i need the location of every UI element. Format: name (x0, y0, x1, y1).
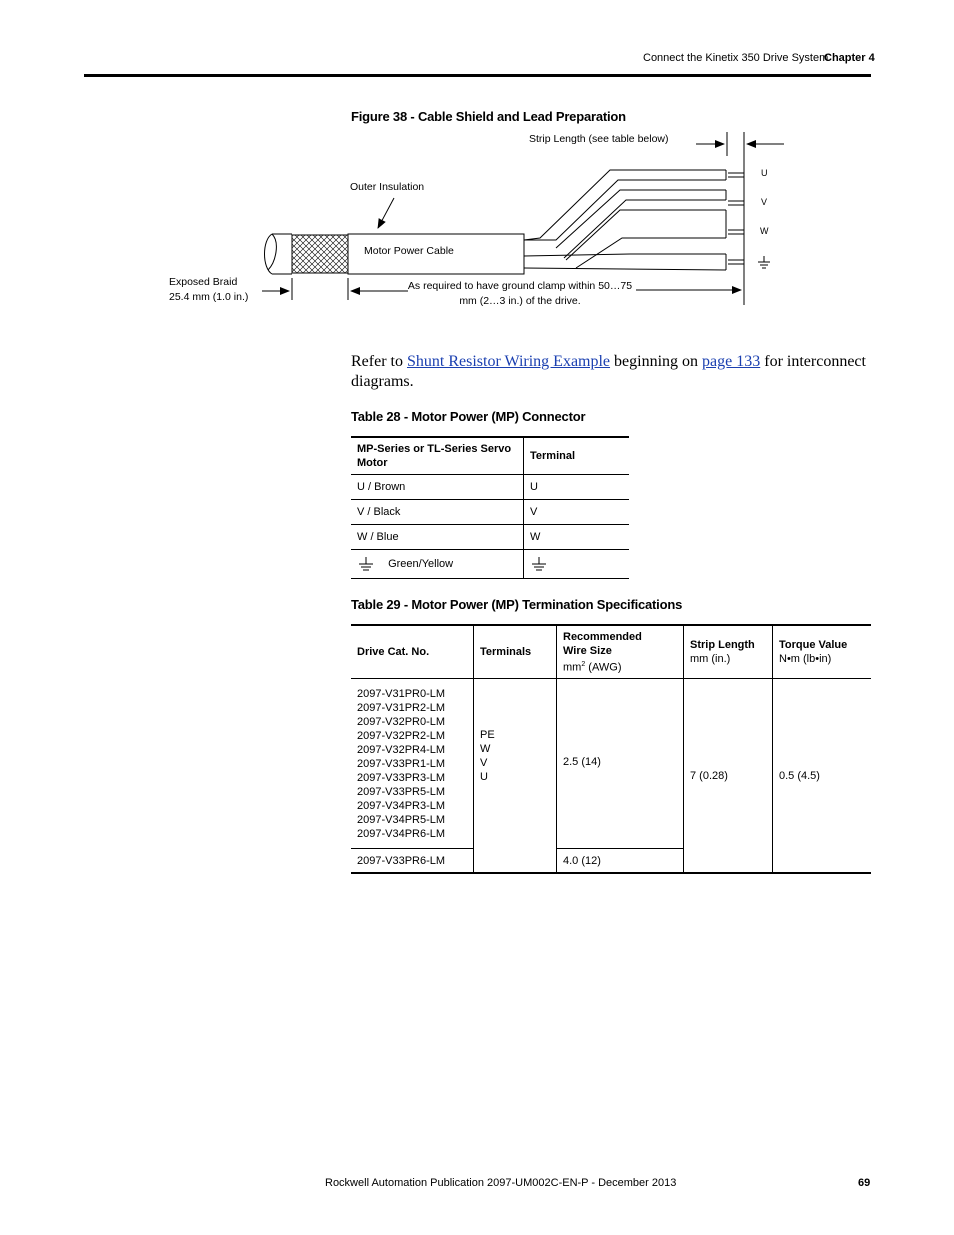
footer-publication: Rockwell Automation Publication 2097-UM002C-EN-P - December 2013 (325, 1177, 677, 1189)
table28-cell-terminal: U (524, 475, 630, 500)
leads (524, 170, 726, 270)
cat-no: 2097-V31PR2-LM (357, 701, 446, 714)
running-header-title: Connect the Kinetix 350 Drive System (643, 52, 829, 64)
table29-header-wire-unit: mm (563, 661, 582, 674)
terminal-u: U (480, 770, 488, 783)
ground-icon (530, 556, 548, 572)
table28-cell-ground-terminal (524, 550, 630, 579)
table-termination-specs (351, 624, 871, 874)
table-row (351, 525, 629, 550)
table29-wire-size-2: 4.0 (12) (557, 849, 684, 874)
lead-w-label: W (760, 226, 769, 236)
conductor-tips (728, 173, 744, 264)
ground-symbol-lead-icon (758, 256, 770, 268)
table29-torque: 0.5 (4.5) (773, 679, 872, 874)
table29-header-wire-size-1: Recommended (563, 630, 642, 643)
cat-no: 2097-V31PR0-LM (357, 687, 446, 700)
table-row (351, 475, 629, 500)
strip-length-dimension (696, 132, 784, 305)
cat-no: 2097-V33PR5-LM (357, 785, 446, 798)
braid-dimension (262, 278, 348, 300)
outer-insulation-label: Outer Insulation (350, 181, 425, 193)
ground-clamp-label-2: mm (2…3 in.) of the drive. (459, 295, 581, 307)
table29-header-wire-unit2: (AWG) (585, 661, 622, 674)
table29-header-terminals: Terminals (474, 625, 557, 679)
table29-header-wire-sup: 2 (581, 660, 586, 668)
cat-no: 2097-V32PR0-LM (357, 715, 446, 728)
ground-icon (357, 556, 375, 572)
table-row-ground (351, 550, 629, 579)
table28-header-terminal: Terminal (524, 437, 630, 475)
paragraph-text-3: for interconnect diagrams. (351, 353, 866, 390)
exposed-braid-label: Exposed Braid (169, 276, 238, 288)
table28-cell-motor: W / Blue (351, 525, 524, 550)
exposed-braid (292, 235, 348, 273)
cat-no: 2097-V34PR3-LM (357, 799, 446, 812)
table28-cell-ground (351, 550, 524, 579)
cat-no: 2097-V33PR1-LM (357, 757, 446, 770)
table28-cell-terminal: W (524, 525, 630, 550)
body-paragraph (351, 352, 876, 392)
cat-no: 2097-V34PR5-LM (357, 813, 446, 826)
running-header-chapter: Chapter 4 (824, 52, 875, 64)
table29-header-strip-unit: mm (in.) (690, 653, 731, 665)
table-row (351, 679, 871, 849)
shunt-resistor-link[interactable]: Shunt Resistor Wiring Example (406, 353, 611, 370)
cat-no: 2097-V34PR6-LM (357, 827, 446, 840)
table29-header-wire-size (557, 625, 684, 679)
table28-cell-terminal: V (524, 500, 630, 525)
table29-header-torque (773, 625, 872, 679)
outer-insulation-pointer (378, 198, 394, 228)
table29-header-strip (684, 625, 773, 679)
table29-header-cat: Drive Cat. No. (351, 625, 474, 679)
table29-header-strip-label: Strip Length (690, 639, 755, 651)
table29-wire-size-1: 2.5 (14) (557, 679, 684, 849)
lead-v-label: V (761, 197, 768, 207)
ground-clamp-label-1: As required to have ground clamp within 50…75 (407, 280, 633, 292)
exposed-braid-size: 25.4 mm (1.0 in.) (169, 291, 249, 303)
table-row (351, 500, 629, 525)
table29-header-torque-unit: N•m (lb•in) (779, 653, 832, 665)
strip-length-label: Strip Length (see table below) (529, 133, 669, 145)
terminal-pe: PE (480, 728, 495, 741)
table28-cell-motor: U / Brown (351, 475, 524, 500)
table29-caption: Table 29 - Motor Power (MP) Termination Specifications (351, 597, 683, 612)
paragraph-text-2: beginning on (610, 353, 703, 370)
footer-page-number: 69 (858, 1177, 871, 1189)
table29-cat-group2: 2097-V33PR6-LM (351, 849, 474, 874)
table29-cat-group1 (351, 679, 474, 849)
table28-caption: Table 28 - Motor Power (MP) Connector (351, 409, 586, 424)
figure-caption: Figure 38 - Cable Shield and Lead Preparation (351, 109, 626, 124)
cat-no: 2097-V33PR3-LM (357, 771, 446, 784)
table29-terminals (474, 679, 557, 874)
table28-ground-label: Green/Yellow (388, 557, 454, 570)
terminal-w: W (480, 742, 491, 755)
cat-no: 2097-V32PR2-LM (357, 729, 446, 742)
terminal-v: V (480, 756, 488, 769)
paragraph-text-1: Refer to (351, 353, 407, 370)
table29-header-wire-size-2: Wire Size (563, 644, 612, 657)
cable-end (265, 234, 293, 274)
table28-header-motor: MP-Series or TL-Series Servo Motor (351, 437, 524, 475)
cable-preparation-diagram (0, 0, 954, 340)
page-133-link[interactable]: page 133 (702, 353, 761, 370)
table29-strip-length: 7 (0.28) (684, 679, 773, 874)
lead-u-label: U (761, 168, 768, 178)
table-motor-power-connector (351, 436, 629, 579)
motor-power-cable-label: Motor Power Cable (364, 245, 454, 257)
cat-no: 2097-V32PR4-LM (357, 743, 446, 756)
table28-cell-motor: V / Black (351, 500, 524, 525)
table29-header-torque-label: Torque Value (779, 639, 848, 651)
